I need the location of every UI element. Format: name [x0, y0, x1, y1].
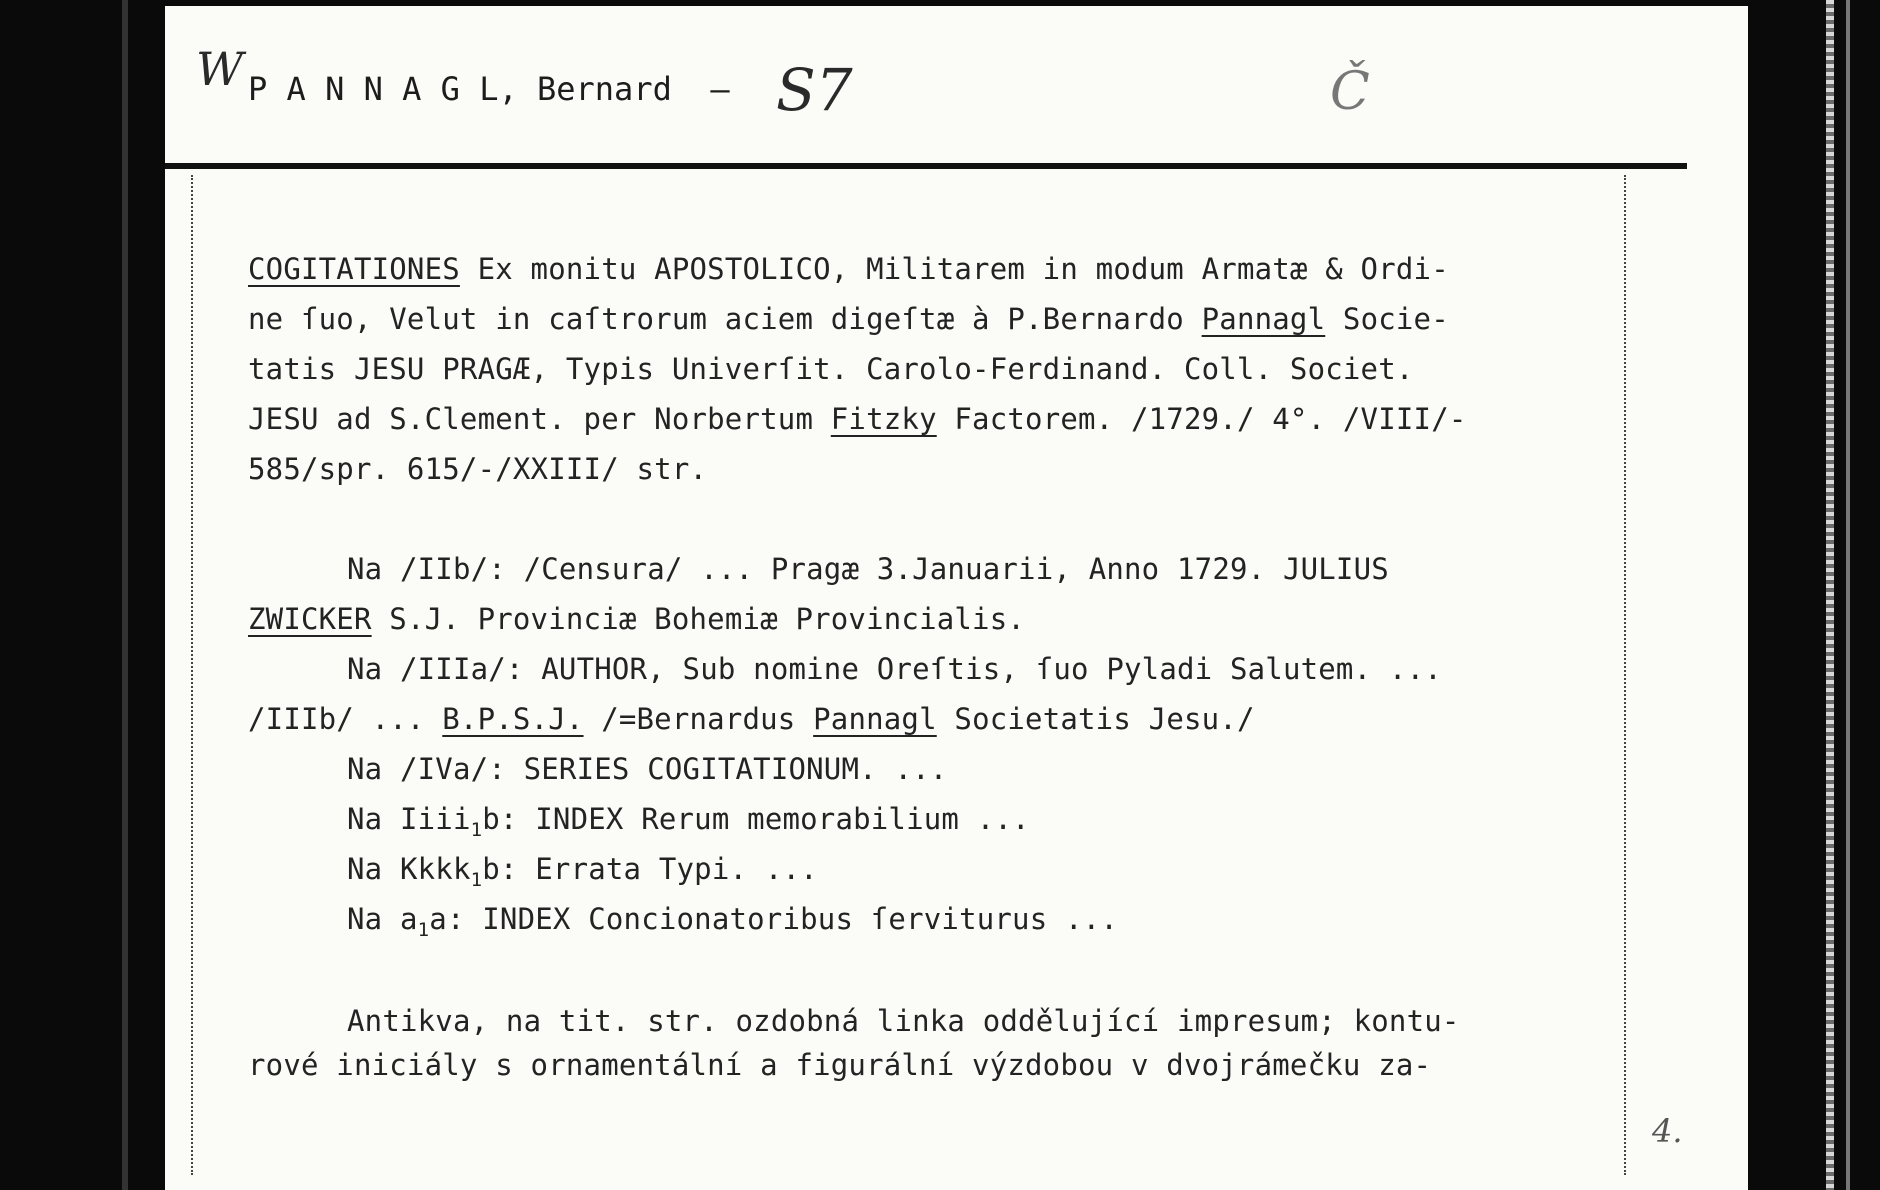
- note-line: [347, 652, 1442, 686]
- title-line: [248, 302, 1449, 336]
- note-line: [347, 902, 1118, 941]
- text-segment: Na Iiii: [347, 802, 471, 836]
- left-margin-rule: [191, 175, 193, 1175]
- note-line: [248, 602, 1025, 636]
- handwritten-right-mark: Č: [1330, 62, 1370, 122]
- right-edge-strip: [1826, 0, 1834, 1190]
- right-margin-rule: [1624, 175, 1626, 1175]
- underlined-name: Fitzky: [830, 402, 937, 436]
- text-segment: ne ſuo, Velut in caſtrorum aciem digeſtæ à P.Bernardo: [248, 302, 1202, 336]
- note-line: [248, 702, 1255, 736]
- text-segment: /=Bernardus: [583, 702, 814, 736]
- text-segment: tatis JESU PRAGÆ, Typis Univerſit. Carolo-Ferdinand. Coll. Societ.: [248, 352, 1414, 386]
- note-line: [347, 752, 947, 786]
- text-segment: /IIIb/ ...: [248, 702, 443, 736]
- text-segment: a: INDEX Concionatoribus ſerviturus ...: [429, 902, 1119, 936]
- card-heading: [248, 70, 730, 108]
- right-edge-line: [1846, 0, 1850, 1190]
- left-edge: [122, 0, 128, 1190]
- underlined-name: Pannagl: [1201, 302, 1326, 336]
- underlined-name: COGITATIONES: [248, 252, 460, 286]
- handwritten-left-mark: W: [196, 42, 244, 96]
- underlined-name: B.P.S.J.: [442, 702, 584, 736]
- description-line: rové iniciály s ornamentální a figurální výzdobou v dvojrámečku za-: [248, 1048, 1432, 1082]
- text-segment: Na /IIIa/: AUTHOR, Sub nomine Oreſtis, ſuo Pyladi Salutem. ...: [347, 652, 1442, 686]
- title-line: [248, 352, 1414, 386]
- header-rule: [165, 163, 1687, 169]
- corner-mark: 4.: [1652, 1112, 1683, 1150]
- note-line: [347, 802, 1030, 841]
- heading-dash: –: [710, 70, 730, 108]
- signature-subscript: 1: [417, 918, 430, 941]
- text-segment: b: Errata Typi. ...: [482, 852, 818, 886]
- handwritten-shelf-code: S7: [776, 56, 853, 124]
- note-line: [347, 852, 818, 891]
- text-segment: S.J. Provinciæ Bohemiæ Provincialis.: [371, 602, 1026, 636]
- title-line: [248, 402, 1467, 436]
- text-segment: JESU ad S.Clement. per Norbertum: [248, 402, 831, 436]
- note-line: [347, 552, 1389, 586]
- text-segment: 585/spr. 615/-/XXIII/ str.: [248, 452, 708, 486]
- text-segment: Factorem. /1729./ 4°. /VIII/-: [936, 402, 1467, 436]
- text-segment: Na a: [347, 902, 418, 936]
- underlined-name: ZWICKER: [248, 602, 372, 636]
- text-segment: Ex monitu APOSTOLICO, Militarem in modum Armatæ & Ordi-: [459, 252, 1449, 286]
- description-line: Antikva, na tit. str. ozdobná linka oddělující impresum; kontu-: [347, 1004, 1460, 1038]
- text-segment: Na /IIb/: /Censura/ ... Pragæ 3.Januarii, Anno 1729. JULIUS: [347, 552, 1389, 586]
- title-line: [248, 452, 707, 486]
- text-segment: b: INDEX Rerum memorabilium ...: [482, 802, 1030, 836]
- text-segment: Societatis Jesu./: [936, 702, 1255, 736]
- text-segment: Socie-: [1325, 302, 1449, 336]
- signature-subscript: 1: [470, 868, 483, 891]
- underlined-name: Pannagl: [813, 702, 937, 736]
- text-segment: Na Kkkk: [347, 852, 471, 886]
- signature-subscript: 1: [470, 818, 483, 841]
- author-first-name: Bernard: [536, 70, 672, 108]
- title-line: [248, 252, 1449, 286]
- text-segment: Na /IVa/: SERIES COGITATIONUM. ...: [347, 752, 948, 786]
- author-surname: P A N N A G L,: [248, 70, 518, 108]
